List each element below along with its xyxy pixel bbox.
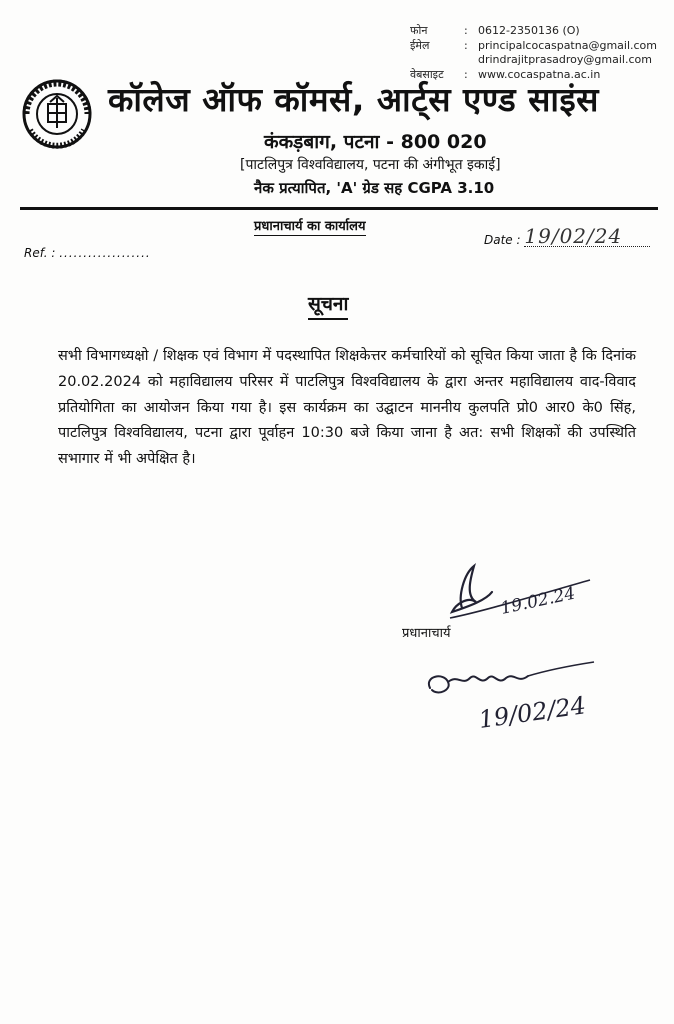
office-heading: प्रधानाचार्य का कार्यालय bbox=[254, 216, 366, 236]
designation-label: प्रधानाचार्य bbox=[402, 626, 451, 641]
phone-number: 0612-2350136 (O) bbox=[478, 24, 580, 37]
date-label: Date : bbox=[484, 233, 521, 247]
principal-signature bbox=[440, 556, 600, 626]
signature-date-2: 19/02/24 bbox=[476, 691, 588, 734]
notice-body: सभी विभागध्यक्षो / शिक्षक एवं विभाग में पदस्थापित शिक्षकेत्तर कर्मचारियों को सूचित किया जाता है कि दिनांक 20.02.2024 को महाविद्यालय परिसर में पाटलिपुत्र विश्वविद्यालय के द्वारा अन्तर महाविद्यालय वाद-विवाद प्रतियोगिता का आयोजन किया गया है। इस कार्यक्रम का उद्घाटन माननीय कुलपति प्रो0 आर0 के0 सिंह, पाटलिपुत्र विश्वविद्यालय, पटना द्वारा पूर्वाहन 10:30 बजे किया जाना है अत: सभी शिक्षकों की उपस्थिति सभागार में भी अपेक्षित है। bbox=[58, 348, 636, 468]
handwritten-date: 19/02/24 bbox=[524, 224, 623, 248]
phone-row bbox=[410, 24, 657, 39]
college-address: कंकड़बाग, पटना - 800 020 bbox=[264, 131, 487, 153]
reference-field bbox=[24, 246, 151, 260]
website-url: www.cocaspatna.ac.in bbox=[478, 67, 601, 81]
separator: : bbox=[464, 67, 468, 81]
separator: : bbox=[464, 24, 468, 37]
email-secondary: drindrajitprasadroy@gmail.com bbox=[478, 53, 652, 66]
email-primary: principalcocaspatna@gmail.com bbox=[478, 38, 658, 52]
date-line bbox=[524, 224, 650, 248]
email-row bbox=[410, 39, 657, 54]
college-seal-logo bbox=[20, 72, 94, 158]
signature-date-1: 19.02.24 bbox=[498, 583, 578, 619]
college-name: कॉलेज ऑफ कॉमर्स, आर्ट्स एण्ड साइंस bbox=[108, 80, 599, 119]
naac-accreditation: नैक प्रत्यापित, 'A' ग्रेड सह CGPA 3.10 bbox=[254, 179, 495, 197]
affiliation-text: [पाटलिपुत्र विश्वविद्यालय, पटना की अंगीभूत इकाई] bbox=[240, 157, 501, 173]
second-signature bbox=[418, 650, 618, 740]
phone-label: फोन bbox=[410, 24, 428, 37]
email-row-secondary bbox=[410, 53, 657, 68]
header-divider bbox=[20, 207, 658, 210]
website-label: वेबसाइट bbox=[410, 67, 444, 81]
separator: : bbox=[464, 38, 468, 52]
ref-label: Ref. : bbox=[24, 246, 56, 260]
contact-block bbox=[410, 24, 657, 82]
date-field bbox=[484, 224, 650, 248]
notice-title: सूचना bbox=[308, 290, 348, 320]
email-label: ईमेल bbox=[410, 38, 430, 52]
ref-dots: ................... bbox=[59, 246, 151, 260]
